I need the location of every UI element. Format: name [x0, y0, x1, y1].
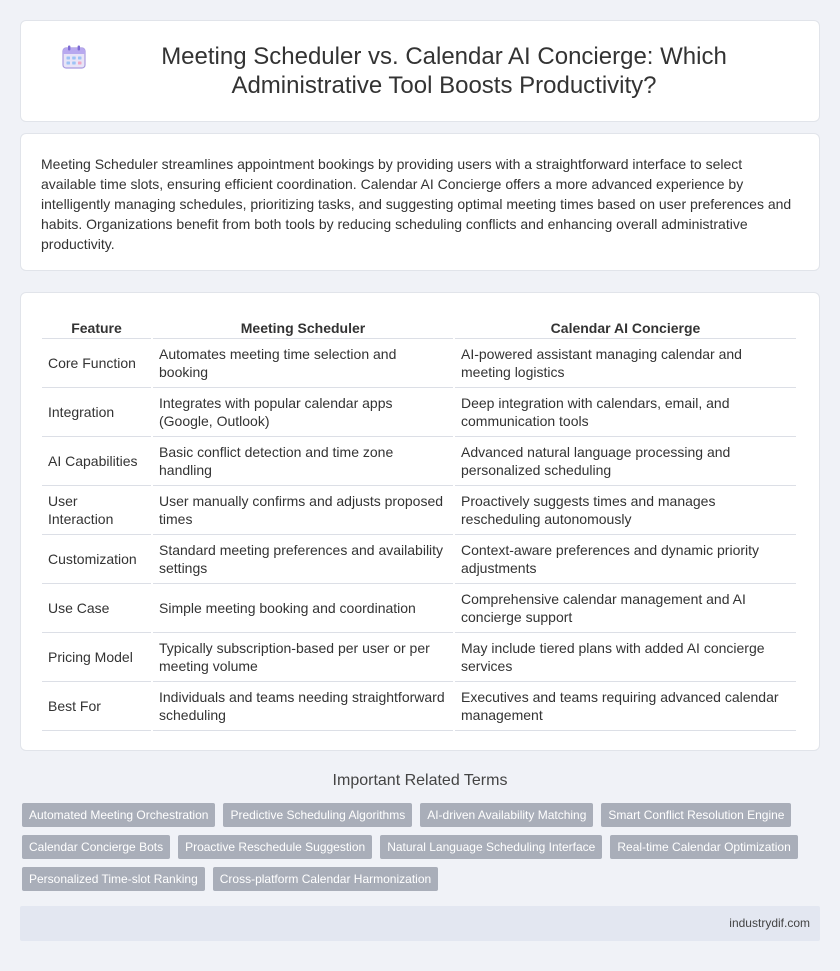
feature-cell: AI Capabilities: [42, 437, 151, 486]
feature-cell: Core Function: [42, 339, 151, 388]
header-meeting-scheduler: Meeting Scheduler: [153, 313, 453, 339]
table-row: [42, 535, 796, 584]
intro-card: [20, 133, 820, 271]
related-terms-list: [22, 803, 822, 891]
calendar-ai-cell: AI-powered assistant managing calendar and meeting logistics: [455, 339, 796, 388]
feature-cell: Pricing Model: [42, 633, 151, 682]
feature-cell: Best For: [42, 682, 151, 731]
table-header-row: [42, 313, 796, 339]
feature-cell: Use Case: [42, 584, 151, 633]
feature-cell: Integration: [42, 388, 151, 437]
calendar-ai-cell: Context-aware preferences and dynamic priority adjustments: [455, 535, 796, 584]
related-term-tag[interactable]: AI-driven Availability Matching: [420, 803, 593, 827]
footer-site-link[interactable]: industrydif.com: [729, 916, 810, 930]
related-term-tag[interactable]: Cross-platform Calendar Harmonization: [213, 867, 438, 891]
related-term-tag[interactable]: Real-time Calendar Optimization: [610, 835, 797, 859]
table-row: [42, 682, 796, 731]
related-term-tag[interactable]: Calendar Concierge Bots: [22, 835, 170, 859]
comparison-card: [20, 292, 820, 751]
calendar-icon: [61, 44, 87, 70]
feature-cell: User Interaction: [42, 486, 151, 535]
calendar-ai-cell: Advanced natural language processing and personalized scheduling: [455, 437, 796, 486]
meeting-scheduler-cell: Basic conflict detection and time zone handling: [153, 437, 453, 486]
table-row: [42, 339, 796, 388]
meeting-scheduler-cell: User manually confirms and adjusts proposed times: [153, 486, 453, 535]
table-row: [42, 486, 796, 535]
calendar-ai-cell: May include tiered plans with added AI concierge services: [455, 633, 796, 682]
meeting-scheduler-cell: Integrates with popular calendar apps (Google, Outlook): [153, 388, 453, 437]
related-term-tag[interactable]: Automated Meeting Orchestration: [22, 803, 215, 827]
meeting-scheduler-cell: Standard meeting preferences and availability settings: [153, 535, 453, 584]
meeting-scheduler-cell: Typically subscription-based per user or per meeting volume: [153, 633, 453, 682]
related-term-tag[interactable]: Predictive Scheduling Algorithms: [223, 803, 412, 827]
related-term-tag[interactable]: Proactive Reschedule Suggestion: [178, 835, 372, 859]
related-term-tag[interactable]: Smart Conflict Resolution Engine: [601, 803, 791, 827]
footer: [20, 906, 820, 941]
table-row: [42, 388, 796, 437]
table-row: [42, 633, 796, 682]
feature-cell: Customization: [42, 535, 151, 584]
meeting-scheduler-cell: Simple meeting booking and coordination: [153, 584, 453, 633]
related-terms-heading: Important Related Terms: [332, 772, 508, 789]
meeting-scheduler-cell: Individuals and teams needing straightforward scheduling: [153, 682, 453, 731]
intro-paragraph: Meeting Scheduler streamlines appointment bookings by providing users with a straightforward interface to select available time slots, ensuring efficient coordination. Calendar AI Concierge offers a more advanced experience by intelligently managing schedules, prioritizing tasks, and suggesting optimal meeting times based on user preferences and habits. Organizations benefit from both tools by reducing scheduling conflicts and enhancing overall administrative productivity.: [41, 156, 792, 252]
meeting-scheduler-cell: Automates meeting time selection and booking: [153, 339, 453, 388]
calendar-ai-cell: Comprehensive calendar management and AI concierge support: [455, 584, 796, 633]
table-row: [42, 437, 796, 486]
page-title: Meeting Scheduler vs. Calendar AI Concierge: Which Administrative Tool Boosts Productivity?: [161, 43, 727, 99]
related-term-tag[interactable]: Personalized Time-slot Ranking: [22, 867, 205, 891]
header-feature: Feature: [42, 313, 151, 339]
comparison-table: [40, 313, 798, 731]
calendar-ai-cell: Executives and teams requiring advanced calendar management: [455, 682, 796, 731]
header-calendar-ai-concierge: Calendar AI Concierge: [455, 313, 796, 339]
calendar-ai-cell: Proactively suggests times and manages rescheduling autonomously: [455, 486, 796, 535]
table-row: [42, 584, 796, 633]
title-card: [20, 20, 820, 122]
calendar-ai-cell: Deep integration with calendars, email, and communication tools: [455, 388, 796, 437]
related-term-tag[interactable]: Natural Language Scheduling Interface: [380, 835, 602, 859]
